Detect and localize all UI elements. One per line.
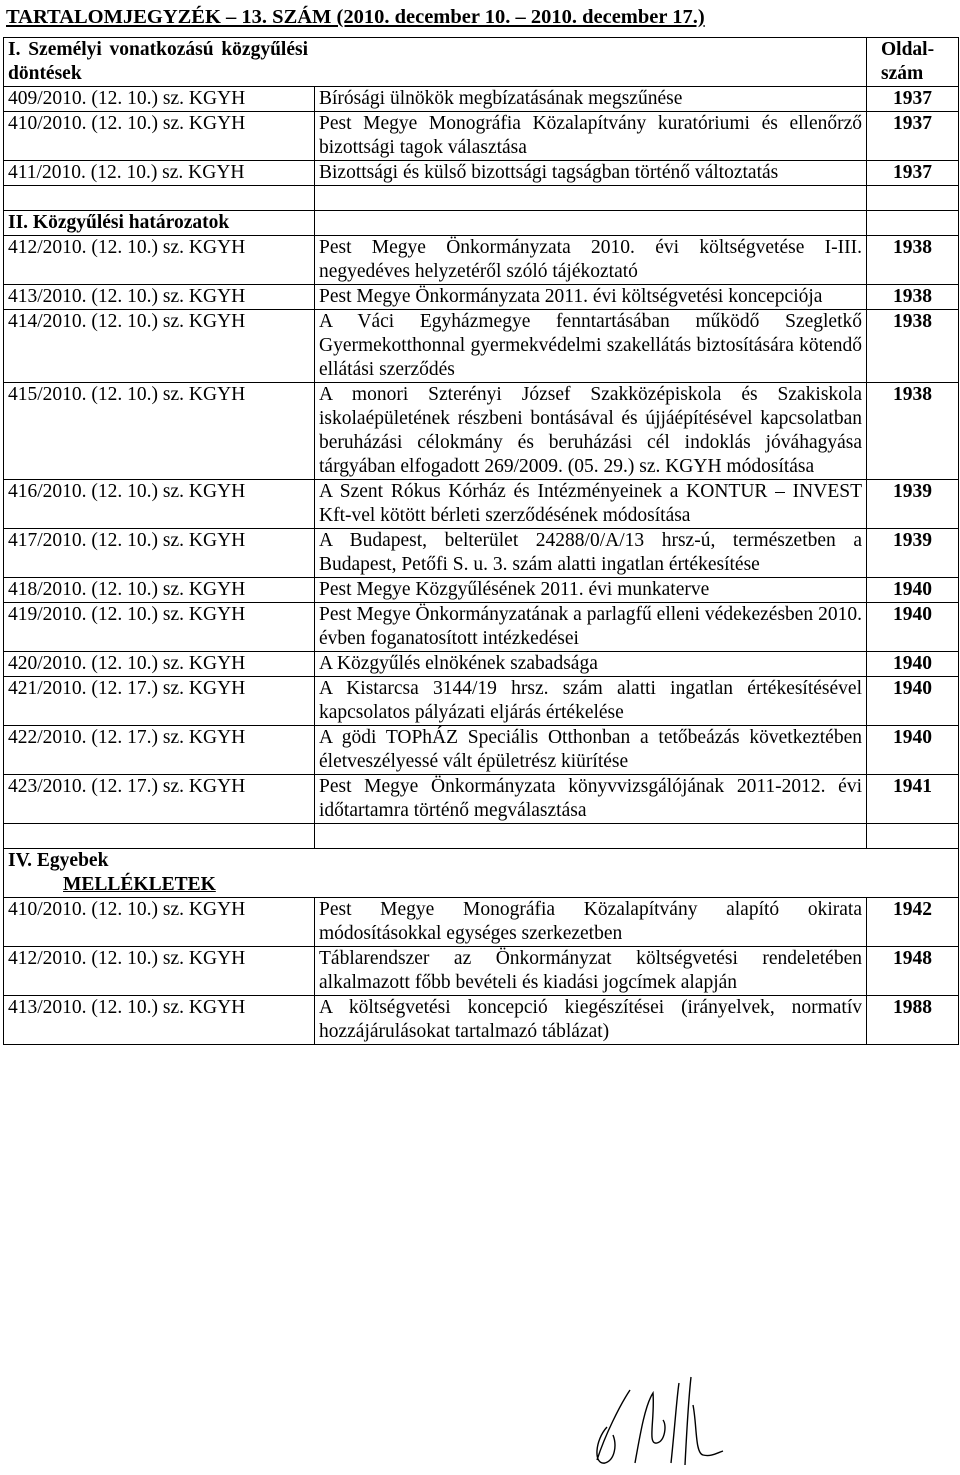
resolution-number: 418/2010. (12. 10.) sz. KGYH	[4, 578, 315, 603]
resolution-number: 420/2010. (12. 10.) sz. KGYH	[4, 652, 315, 677]
header-row	[4, 38, 959, 87]
table-row	[4, 726, 959, 775]
section-4-label: IV. Egyebek	[8, 850, 109, 871]
contents-body	[4, 38, 959, 1045]
resolution-number: 413/2010. (12. 10.) sz. KGYH	[4, 996, 315, 1045]
page-number: 1940	[867, 677, 959, 726]
resolution-subject: A Közgyűlés elnökének szabadsága	[315, 652, 867, 677]
table-row	[4, 310, 959, 383]
resolution-number: 419/2010. (12. 10.) sz. KGYH	[4, 603, 315, 652]
resolution-number: 422/2010. (12. 17.) sz. KGYH	[4, 726, 315, 775]
page-number: 1937	[867, 87, 959, 112]
table-row	[4, 529, 959, 578]
page-number: 1938	[867, 236, 959, 285]
empty-cell	[315, 211, 867, 236]
resolution-subject: Pest Megye Önkormányzata könyvvizsgálójának 2011-2012. évi időtartamra történő megválasztása	[315, 775, 867, 824]
page-number: 1940	[867, 726, 959, 775]
empty-cell	[867, 186, 959, 211]
table-row	[4, 603, 959, 652]
resolution-number: 412/2010. (12. 10.) sz. KGYH	[4, 947, 315, 996]
resolution-subject: Pest Megye Monográfia Közalapítvány kuratóriumi és ellenőrző bizottsági tagok választása	[315, 112, 867, 161]
resolution-subject: Pest Megye Önkormányzata 2011. évi költségvetési koncepciója	[315, 285, 867, 310]
page-number: 1938	[867, 310, 959, 383]
empty-cell	[867, 211, 959, 236]
resolution-subject: Pest Megye Önkormányzatának a parlagfű elleni védekezésben 2010. évben foganatosított intézkedései	[315, 603, 867, 652]
section-4-title	[4, 849, 959, 898]
table-row	[4, 775, 959, 824]
page-number: 1940	[867, 578, 959, 603]
resolution-subject: A monori Szterényi József Szakközépiskola és Szakiskola iskolaépületének részbeni bontásával és újjáépítésével kapcsolatban beruházási célokmány és beruházási cél indoklás jóváhagyása tárgyában elfogadott 269/2009. (05. 29.) sz. KGYH módosítása	[315, 383, 867, 480]
table-row	[4, 677, 959, 726]
resolution-number: 416/2010. (12. 10.) sz. KGYH	[4, 480, 315, 529]
section-2-title-row	[4, 211, 959, 236]
resolution-subject: A gödi TOPhÁZ Speciális Otthonban a tetőbeázás következtében életveszélyessé vált épületrész kiürítése	[315, 726, 867, 775]
section-4-title-row	[4, 849, 959, 898]
attachments-title: MELLÉKLETEK	[63, 874, 216, 895]
empty-cell	[867, 824, 959, 849]
blank-row	[4, 186, 959, 211]
table-row	[4, 898, 959, 947]
section-2-title-text: II. Közgyűlési határozatok	[8, 212, 230, 233]
resolution-number: 423/2010. (12. 17.) sz. KGYH	[4, 775, 315, 824]
table-row	[4, 947, 959, 996]
table-row	[4, 236, 959, 285]
page-number: 1939	[867, 480, 959, 529]
resolution-number: 414/2010. (12. 10.) sz. KGYH	[4, 310, 315, 383]
page-number: 1940	[867, 603, 959, 652]
resolution-number: 411/2010. (12. 10.) sz. KGYH	[4, 161, 315, 186]
resolution-subject: A Budapest, belterület 24288/0/A/13 hrsz-ú, természetben a Budapest, Petőfi S. u. 3. szám alatti ingatlan értékesítése	[315, 529, 867, 578]
section-1-title	[4, 38, 867, 87]
resolution-subject: A költségvetési koncepció kiegészítései (irányelvek, normatív hozzájárulásokat tartalmazó táblázat)	[315, 996, 867, 1045]
resolution-subject: Bizottsági és külső bizottsági tagságban történő változtatás	[315, 161, 867, 186]
empty-cell	[4, 186, 315, 211]
page-number: 1941	[867, 775, 959, 824]
page-number: 1938	[867, 383, 959, 480]
table-row	[4, 112, 959, 161]
page-number: 1942	[867, 898, 959, 947]
table-row	[4, 87, 959, 112]
table-row	[4, 285, 959, 310]
signature	[585, 1365, 725, 1470]
empty-cell	[4, 824, 315, 849]
table-row	[4, 161, 959, 186]
resolution-number: 412/2010. (12. 10.) sz. KGYH	[4, 236, 315, 285]
page-number: 1938	[867, 285, 959, 310]
table-row	[4, 480, 959, 529]
contents-table	[3, 37, 959, 1045]
resolution-subject: A Kistarcsa 3144/19 hrsz. szám alatti ingatlan értékesítésével kapcsolatos pályázati eljárás értékelése	[315, 677, 867, 726]
page-number: 1937	[867, 112, 959, 161]
resolution-number: 410/2010. (12. 10.) sz. KGYH	[4, 112, 315, 161]
resolution-subject: Táblarendszer az Önkormányzat költségvetési rendeletében alkalmazott főbb bevételi és kiadási jogcímek alapján	[315, 947, 867, 996]
table-row	[4, 652, 959, 677]
resolution-number: 421/2010. (12. 17.) sz. KGYH	[4, 677, 315, 726]
empty-cell	[315, 186, 867, 211]
empty-cell	[315, 824, 867, 849]
page-number: 1948	[867, 947, 959, 996]
table-row	[4, 578, 959, 603]
section-1-label: I. Személyi vonatkozású közgyűlési döntések	[8, 39, 308, 84]
section-2-title	[4, 211, 315, 236]
table-row	[4, 383, 959, 480]
table-row	[4, 996, 959, 1045]
resolution-subject: Pest Megye Önkormányzata 2010. évi költségvetése I-III. negyedéves helyzetéről szóló tájékoztató	[315, 236, 867, 285]
resolution-subject: A Váci Egyházmegye fenntartásában működő Szegletkő Gyermekotthonnal gyermekvédelmi szakellátás biztosítására kötendő ellátási szerződés	[315, 310, 867, 383]
page-number: 1988	[867, 996, 959, 1045]
resolution-subject: Pest Megye Monográfia Közalapítvány alapító okirata módosításokkal egységes szerkezetben	[315, 898, 867, 947]
resolution-number: 410/2010. (12. 10.) sz. KGYH	[4, 898, 315, 947]
resolution-number: 413/2010. (12. 10.) sz. KGYH	[4, 285, 315, 310]
resolution-number: 415/2010. (12. 10.) sz. KGYH	[4, 383, 315, 480]
page-number: 1939	[867, 529, 959, 578]
page-number: 1940	[867, 652, 959, 677]
resolution-number: 409/2010. (12. 10.) sz. KGYH	[4, 87, 315, 112]
resolution-subject: A Szent Rókus Kórház és Intézményeinek a KONTUR – INVEST Kft-vel kötött bérleti szerződésének módosítása	[315, 480, 867, 529]
page-title: TARTALOMJEGYZÉK – 13. SZÁM (2010. december 10. – 2010. december 17.)	[6, 6, 705, 28]
page-number: 1937	[867, 161, 959, 186]
blank-row	[4, 824, 959, 849]
resolution-subject: Pest Megye Közgyűlésének 2011. évi munkaterve	[315, 578, 867, 603]
resolution-number: 417/2010. (12. 10.) sz. KGYH	[4, 529, 315, 578]
page-column-header: Oldal-szám	[867, 38, 959, 87]
resolution-subject: Bírósági ülnökök megbízatásának megszűnése	[315, 87, 867, 112]
